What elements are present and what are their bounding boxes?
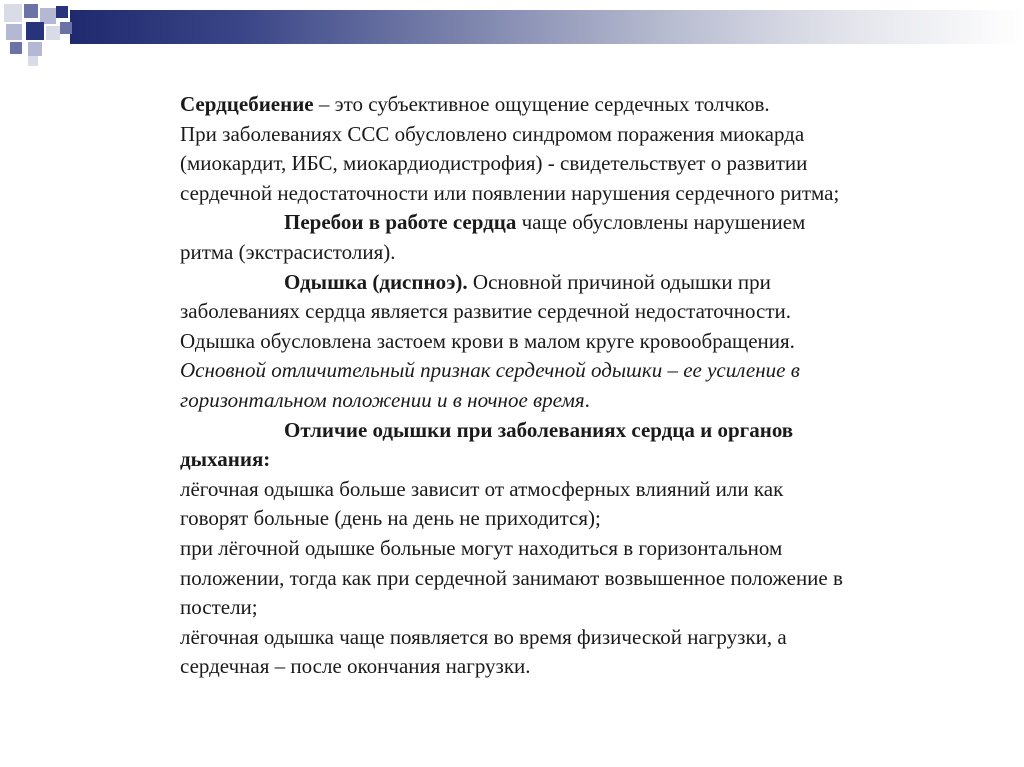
term-palpitation: Сердцебиение: [180, 92, 314, 116]
section-heading: Отличие одышки при заболеваниях сердца и органов: [284, 417, 794, 442]
text-span: чаще обусловлены нарушением: [516, 210, 806, 235]
decor-square: [60, 22, 72, 34]
text-span: – это субъективное ощущение сердечных толчков.: [313, 92, 770, 116]
term-dyspnea: Одышка (диспноэ).: [284, 269, 468, 294]
decor-square: [6, 24, 22, 40]
text-line: [180, 416, 960, 446]
italic-key-sign: Основной отличительный признак сердечной одышки – ее усиление в: [180, 358, 800, 383]
text-line: [180, 386, 960, 416]
text-line: лёгочная одышка чаще появляется во время физической нагрузки, а: [180, 624, 787, 649]
decor-square: [26, 22, 44, 40]
text-line: постели;: [180, 595, 258, 620]
text-span: .: [584, 387, 590, 412]
text-line: (миокардит, ИБС, миокардиодистрофия) - свидетельствует о развитии: [180, 151, 808, 176]
text-line: [180, 268, 960, 298]
decor-square: [28, 42, 42, 56]
decor-square: [4, 4, 22, 22]
text-line: ритма (экстрасистолия).: [180, 239, 396, 264]
text-line: при лёгочной одышке больные могут находиться в горизонтальном: [180, 535, 783, 560]
text-line: [180, 356, 960, 386]
text-line: заболеваниях сердца является развитие сердечной недостаточности.: [180, 299, 792, 324]
section-heading: дыхания:: [180, 447, 271, 472]
text-line: При заболеваниях ССС обусловлено синдромом поражения миокарда: [180, 121, 805, 146]
text-line: [180, 445, 960, 475]
text-line: [180, 208, 960, 238]
text-span: Основной причиной одышки при: [467, 269, 771, 294]
decor-square: [10, 42, 22, 54]
text-line: говорят больные (день на день не приходится);: [180, 506, 601, 531]
decor-square: [28, 56, 38, 66]
decor-square: [46, 26, 60, 40]
slide-body-text: [180, 90, 960, 682]
decor-square: [56, 6, 68, 18]
term-heart-interruptions: Перебои в работе сердца: [284, 210, 517, 235]
header-gradient-bar: [70, 10, 1024, 44]
text-line: Одышка обусловлена застоем крови в малом круге кровообращения.: [180, 328, 795, 353]
italic-key-sign: горизонтальном положении и в ночное время: [180, 387, 585, 412]
text-line: положении, тогда как при сердечной занимают возвышенное положение в: [180, 565, 843, 590]
text-line: сердечной недостаточности или появлении нарушения сердечного ритма;: [180, 180, 840, 205]
text-line: [180, 90, 960, 120]
decor-square: [24, 4, 38, 18]
text-line: лёгочная одышка больше зависит от атмосферных влияний или как: [180, 476, 784, 501]
text-line: сердечная – после окончания нагрузки.: [180, 654, 531, 679]
